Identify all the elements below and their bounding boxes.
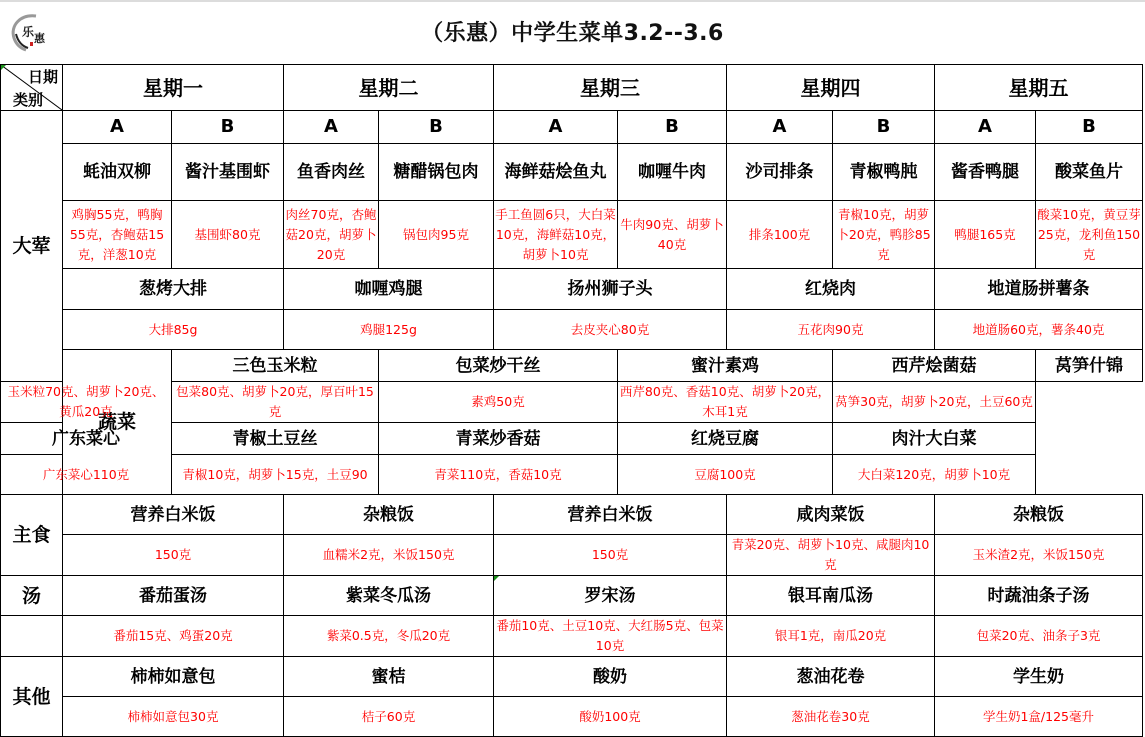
dish-ingredients: 牛肉90克、胡萝卜40克 (618, 201, 727, 269)
dish-name: 酸奶 (494, 657, 727, 697)
top-divider (0, 0, 1145, 2)
day-header-fri: 星期五 (935, 65, 1143, 111)
dish-ingredients: 柿柿如意包30克 (63, 697, 284, 737)
dish-ingredients: 去皮夹心80克 (494, 310, 727, 350)
dish-name: 青菜炒香菇 (379, 423, 618, 455)
dish-ingredients: 青菜110克，香菇10克 (379, 455, 618, 495)
dish-name: 包菜炒干丝 (379, 350, 618, 382)
dish-name: 扬州狮子头 (494, 269, 727, 310)
option-b: B (1036, 111, 1143, 144)
dish-ingredients: 血糯米2克，米饭150克 (284, 535, 494, 576)
dish-name: 青椒土豆丝 (172, 423, 379, 455)
dish-name: 葱油花卷 (727, 657, 935, 697)
dish-name: 咖喱鸡腿 (284, 269, 494, 310)
svg-text:乐: 乐 (22, 25, 35, 39)
option-a: A (494, 111, 618, 144)
category-other: 其他 (1, 657, 63, 737)
dish-name: 青椒鸭肫 (833, 144, 935, 201)
category-veg: 蔬菜 (63, 350, 172, 495)
dish-name: 时蔬油条子汤 (935, 576, 1143, 616)
dish-ingredients: 玉米渣2克，米饭150克 (935, 535, 1143, 576)
day-header-mon: 星期一 (63, 65, 284, 111)
dish-name: 红烧豆腐 (618, 423, 833, 455)
dish-name: 蚝油双柳 (63, 144, 172, 201)
dish-ingredients: 青椒10克，胡萝卜20克，鸭胗85克 (833, 201, 935, 269)
dish-name: 营养白米饭 (63, 495, 284, 535)
option-b: B (833, 111, 935, 144)
dish-name: 地道肠拼薯条 (935, 269, 1143, 310)
dish-name: 银耳南瓜汤 (727, 576, 935, 616)
dish-ingredients: 番茄10克、土豆10克、大红肠5克、包菜10克 (494, 616, 727, 657)
dish-name: 咸肉菜饭 (727, 495, 935, 535)
dish-ingredients: 广东菜心110克 (1, 455, 172, 495)
dish-name: 西芹烩菌菇 (833, 350, 1036, 382)
dish-ingredients: 排条100克 (727, 201, 833, 269)
corner-header (1, 65, 63, 111)
option-b: B (618, 111, 727, 144)
dish-name: 糖醋锅包肉 (379, 144, 494, 201)
cell-marker-icon (494, 576, 499, 581)
dish-name: 番茄蛋汤 (63, 576, 284, 616)
dish-ingredients: 紫菜0.5克，冬瓜20克 (284, 616, 494, 657)
dish-ingredients: 肉丝70克，杏鲍菇20克，胡萝卜20克 (284, 201, 379, 269)
dish-ingredients: 基围虾80克 (172, 201, 284, 269)
dish-name: 营养白米饭 (494, 495, 727, 535)
dish-name: 紫菜冬瓜汤 (284, 576, 494, 616)
dish-name: 红烧肉 (727, 269, 935, 310)
dish-ingredients: 鸡腿125g (284, 310, 494, 350)
dish-ingredients: 学生奶1盒/125毫升 (935, 697, 1143, 737)
dish-ingredients: 手工鱼圆6只，大白菜10克，海鲜菇10克，胡萝卜10克 (494, 201, 618, 269)
dish-ingredients: 银耳1克，南瓜20克 (727, 616, 935, 657)
dish-ingredients: 五花肉90克 (727, 310, 935, 350)
dish-ingredients: 酸菜10克，黄豆芽25克，龙利鱼150克 (1036, 201, 1143, 269)
dish-ingredients: 酸奶100克 (494, 697, 727, 737)
category-label: 类别 (13, 91, 44, 109)
dish-name: 广东菜心 (1, 423, 172, 455)
dish-name: 杂粮饭 (284, 495, 494, 535)
dish-ingredients: 鸭腿165克 (935, 201, 1036, 269)
dish-ingredients: 包菜80克、胡萝卜20克，厚百叶15克 (172, 382, 379, 423)
dish-name: 葱烤大排 (63, 269, 284, 310)
dish-name (494, 576, 727, 616)
date-label: 日期 (27, 68, 58, 86)
option-b: B (172, 111, 284, 144)
category-main: 大荤 (1, 111, 63, 382)
dish-ingredients: 豆腐100克 (618, 455, 833, 495)
day-header-tue: 星期二 (284, 65, 494, 111)
dish-name: 蜜汁素鸡 (618, 350, 833, 382)
dish-ingredients: 葱油花卷30克 (727, 697, 935, 737)
option-b: B (379, 111, 494, 144)
dish-name-text: 罗宋汤 (584, 585, 636, 606)
dish-ingredients: 桔子60克 (284, 697, 494, 737)
dish-name: 咖喱牛肉 (618, 144, 727, 201)
category-soup: 汤 (1, 576, 63, 616)
category-staple: 主食 (1, 495, 63, 576)
dish-ingredients: 地道肠60克，薯条40克 (935, 310, 1143, 350)
dish-ingredients: 玉米粒70克、胡萝卜20克、黄瓜20克 (1, 382, 172, 423)
category-soup-blank (1, 616, 63, 657)
svg-text:惠: 惠 (34, 32, 45, 45)
dish-name: 肉汁大白菜 (833, 423, 1036, 455)
dish-ingredients: 150克 (494, 535, 727, 576)
cell-marker-icon (1, 65, 6, 70)
dish-ingredients: 素鸡50克 (379, 382, 618, 423)
day-header-wed: 星期三 (494, 65, 727, 111)
dish-ingredients: 番茄15克、鸡蛋20克 (63, 616, 284, 657)
dish-ingredients: 青椒10克，胡萝卜15克，土豆90 (172, 455, 379, 495)
option-a: A (284, 111, 379, 144)
dish-name: 酸菜鱼片 (1036, 144, 1143, 201)
dish-ingredients: 大白菜120克，胡萝卜10克 (833, 455, 1036, 495)
option-a: A (63, 111, 172, 144)
option-a: A (935, 111, 1036, 144)
dish-name: 酱香鸭腿 (935, 144, 1036, 201)
dish-name: 海鲜菇烩鱼丸 (494, 144, 618, 201)
dish-ingredients: 莴笋30克，胡萝卜20克，土豆60克 (833, 382, 1036, 423)
dish-name: 柿柿如意包 (63, 657, 284, 697)
option-a: A (727, 111, 833, 144)
dish-name: 杂粮饭 (935, 495, 1143, 535)
dish-ingredients: 150克 (63, 535, 284, 576)
dish-name: 莴笋什锦 (1036, 350, 1143, 382)
dish-ingredients: 青菜20克、胡萝卜10克、咸腿肉10克 (727, 535, 935, 576)
dish-name: 学生奶 (935, 657, 1143, 697)
dish-ingredients: 西芹80克、香菇10克、胡萝卜20克，木耳1克 (618, 382, 833, 423)
dish-name: 沙司排条 (727, 144, 833, 201)
dish-name: 鱼香肉丝 (284, 144, 379, 201)
dish-ingredients: 鸡胸55克，鸭胸55克，杏鲍菇15克，洋葱10克 (63, 201, 172, 269)
dish-name: 蜜桔 (284, 657, 494, 697)
dish-ingredients: 大排85g (63, 310, 284, 350)
menu-table (0, 64, 1143, 737)
day-header-thu: 星期四 (727, 65, 935, 111)
dish-ingredients: 锅包肉95克 (379, 201, 494, 269)
dish-name: 酱汁基围虾 (172, 144, 284, 201)
page-title: （乐惠）中学生菜单3.2--3.6 (421, 21, 724, 46)
dish-ingredients: 包菜20克、油条子3克 (935, 616, 1143, 657)
dish-name: 三色玉米粒 (172, 350, 379, 382)
